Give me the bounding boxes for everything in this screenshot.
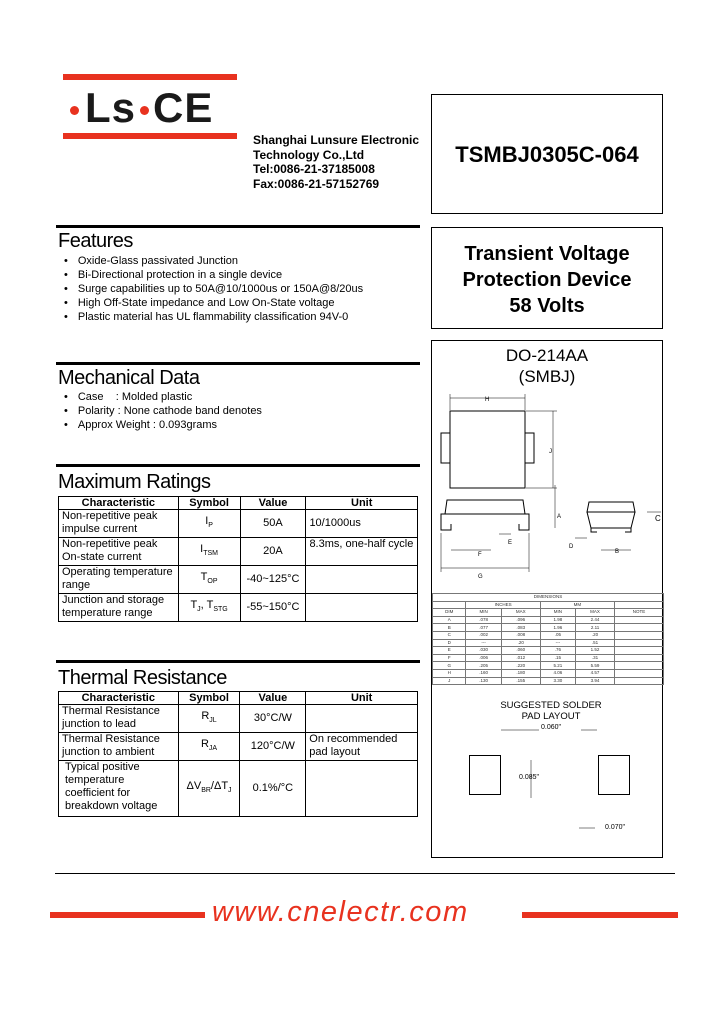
col-header: Symbol <box>178 497 240 510</box>
solder-pad-right <box>598 755 630 795</box>
unit-cell: On recommended pad layout <box>306 733 418 761</box>
package-title <box>431 345 663 387</box>
mechanical-list <box>64 390 262 432</box>
logo-dot <box>140 106 149 115</box>
company-logo <box>70 84 213 132</box>
feature-item: • Plastic material has UL flammability classification 94V-0 <box>64 310 363 324</box>
col-header: Characteristic <box>59 692 179 705</box>
table-row <box>59 594 418 622</box>
mechanical-item: • Case : Molded plastic <box>64 390 262 404</box>
logo-top-bar <box>63 74 237 80</box>
feature-item: • Surge capabilities up to 50A@10/1000us or 150A@8/20us <box>64 282 363 296</box>
table-row <box>59 566 418 594</box>
char-cell: Thermal Resistance junction to ambient <box>59 733 179 761</box>
desc-line1: Transient Voltage <box>464 243 630 265</box>
dimensions-table <box>432 593 664 685</box>
dim-label-f: F <box>478 552 482 558</box>
symbol-cell: $R_{JA}$ <box>178 733 240 761</box>
features-rule <box>56 225 420 228</box>
table-row <box>59 733 418 761</box>
top-view-lead-left <box>441 433 450 463</box>
symbol-cell: $I_{TSM}$ <box>178 538 240 566</box>
mechanical-item: • Approx Weight : 0.093grams <box>64 418 262 432</box>
value-cell: -40~125°C <box>240 566 306 594</box>
col-header: MAX <box>576 609 615 617</box>
symbol-cell: $T_{OP}$ <box>178 566 240 594</box>
footer-bar-left <box>50 912 205 918</box>
char-cell: Thermal Resistance junction to lead <box>59 705 179 733</box>
col-header: Unit <box>306 692 418 705</box>
table-row: H .160 .180 4.06 4.57 <box>433 669 664 677</box>
col-header: Value <box>240 497 306 510</box>
dims-group-inches: INCHES <box>466 601 540 609</box>
unit-cell <box>306 566 418 594</box>
char-cell: Non-repetitive peak On-state current <box>59 538 179 566</box>
top-view-lead-right <box>525 433 534 463</box>
package-alias: (SMBJ) <box>518 367 576 386</box>
table-row: F .006 .012 .15 .31 <box>433 654 664 662</box>
feature-item: • Bi-Directional protection in a single device <box>64 268 363 282</box>
col-header: Value <box>240 692 306 705</box>
logo-bottom-bar <box>63 133 237 139</box>
features-list <box>64 254 363 324</box>
dim-label-e: E <box>508 540 513 546</box>
package-name: DO-214AA <box>505 346 589 365</box>
mechanical-rule <box>56 362 420 365</box>
value-cell: 30°C/W <box>240 705 306 733</box>
pad-gap-label: 0.070" <box>605 824 626 831</box>
features-heading: Features <box>58 230 133 252</box>
table-row: B .077 .083 1.96 2.11 <box>433 624 664 632</box>
table-row: J .130 .155 3.30 3.94 <box>433 677 664 685</box>
table-row <box>59 538 418 566</box>
side-view-body <box>445 500 525 514</box>
table-row: E .030 .060 .76 1.52 <box>433 647 664 655</box>
package-outline-drawing <box>431 388 663 588</box>
logo-right: CE <box>153 84 214 131</box>
symbol-cell: $\Delta V_{BR}/\Delta T_J$ <box>178 761 240 817</box>
table-header-row <box>59 497 418 510</box>
end-view-body <box>587 502 635 512</box>
symbol-cell: $I_P$ <box>178 510 240 538</box>
col-header: Characteristic <box>59 497 179 510</box>
table-row: A .078 .096 1.98 2.44 <box>433 616 664 624</box>
unit-cell: 10/1000us <box>306 510 418 538</box>
char-cell: Non-repetitive peak impulse current <box>59 510 179 538</box>
col-header: DIM <box>433 609 466 617</box>
solder-pad-left <box>469 755 501 795</box>
char-cell: Typical positive temperature coefficient for breakdown voltage <box>59 761 179 817</box>
company-fax: Fax:0086-21-57152769 <box>253 176 380 191</box>
company-name-line1: Shanghai Lunsure Electronic <box>253 133 420 147</box>
unit-cell <box>306 594 418 622</box>
value-cell: 20A <box>240 538 306 566</box>
part-number-box <box>431 94 663 214</box>
dim-label-g: G <box>478 574 483 580</box>
max-ratings-rule <box>56 464 420 467</box>
col-header: Symbol <box>178 692 240 705</box>
table-row <box>59 705 418 733</box>
value-cell: -55~150°C <box>240 594 306 622</box>
col-header: Unit <box>306 497 418 510</box>
footer-rule <box>55 873 675 874</box>
logo-dot <box>70 106 79 115</box>
symbol-cell: $R_{JL}$ <box>178 705 240 733</box>
logo-left: Ls <box>85 84 137 131</box>
table-row <box>59 510 418 538</box>
solder-title-line2: PAD LAYOUT <box>521 711 581 722</box>
table-row <box>59 761 418 817</box>
max-ratings-heading: Maximum Ratings <box>58 471 211 493</box>
device-description-box <box>431 227 663 329</box>
value-cell: 0.1%/°C <box>240 761 306 817</box>
table-row: C .002 .008 .05 .20 <box>433 631 664 639</box>
max-ratings-table <box>58 496 418 622</box>
footer-url[interactable]: www.cnelectr.com <box>212 896 469 928</box>
dim-label-d: D <box>569 544 574 550</box>
pad-width-label: 0.060" <box>541 724 562 731</box>
top-view-body <box>450 411 525 488</box>
dim-label-b: B <box>615 549 620 555</box>
dim-label-h: H <box>485 397 490 403</box>
dim-label-j: J <box>549 449 552 455</box>
char-cell: Operating temperature range <box>59 566 179 594</box>
value-cell: 120°C/W <box>240 733 306 761</box>
footer-bar-right <box>522 912 678 918</box>
unit-cell <box>306 705 418 733</box>
col-header: NOTE <box>615 609 664 617</box>
dims-group-mm: MM <box>540 601 614 609</box>
mechanical-item: • Polarity : None cathode band denotes <box>64 404 262 418</box>
dim-label-a: A <box>557 514 562 520</box>
solder-layout-title <box>480 700 622 722</box>
unit-cell: 8.3ms, one-half cycle <box>306 538 418 566</box>
table-row: D --- .20 --- .51 <box>433 639 664 647</box>
side-view-leads <box>441 514 529 530</box>
desc-line2: Protection Device <box>462 269 632 291</box>
col-header: MIN <box>540 609 575 617</box>
company-tel: Tel:0086-21-37185008 <box>253 162 375 176</box>
table-row <box>433 594 664 602</box>
table-row: G .205 .220 5.21 5.59 <box>433 662 664 670</box>
table-header-row <box>59 692 418 705</box>
dims-title: DIMENSIONS <box>433 594 664 602</box>
thermal-rule <box>56 660 420 663</box>
dim-label-c: C <box>655 514 661 523</box>
part-number: TSMBJ0305C-064 <box>455 142 639 167</box>
feature-item: • Oxide-Glass passivated Junction <box>64 254 363 268</box>
feature-item: • High Off-State impedance and Low On-State voltage <box>64 296 363 310</box>
thermal-heading: Thermal Resistance <box>58 667 227 689</box>
col-header: MAX <box>501 609 540 617</box>
company-name-line2: Technology Co.,Ltd <box>253 147 365 162</box>
pad-height-label: 0.085" <box>519 774 540 781</box>
value-cell: 50A <box>240 510 306 538</box>
table-row <box>433 601 664 609</box>
thermal-table <box>58 691 418 817</box>
mechanical-heading: Mechanical Data <box>58 367 200 389</box>
char-cell: Junction and storage temperature range <box>59 594 179 622</box>
symbol-cell: $T_J$, $T_{STG}$ <box>178 594 240 622</box>
col-header: MIN <box>466 609 501 617</box>
unit-cell <box>306 761 418 817</box>
company-info <box>253 133 419 191</box>
solder-title-line1: SUGGESTED SOLDER <box>500 700 602 711</box>
table-header-row <box>433 609 664 617</box>
desc-line3: 58 Volts <box>509 295 585 317</box>
